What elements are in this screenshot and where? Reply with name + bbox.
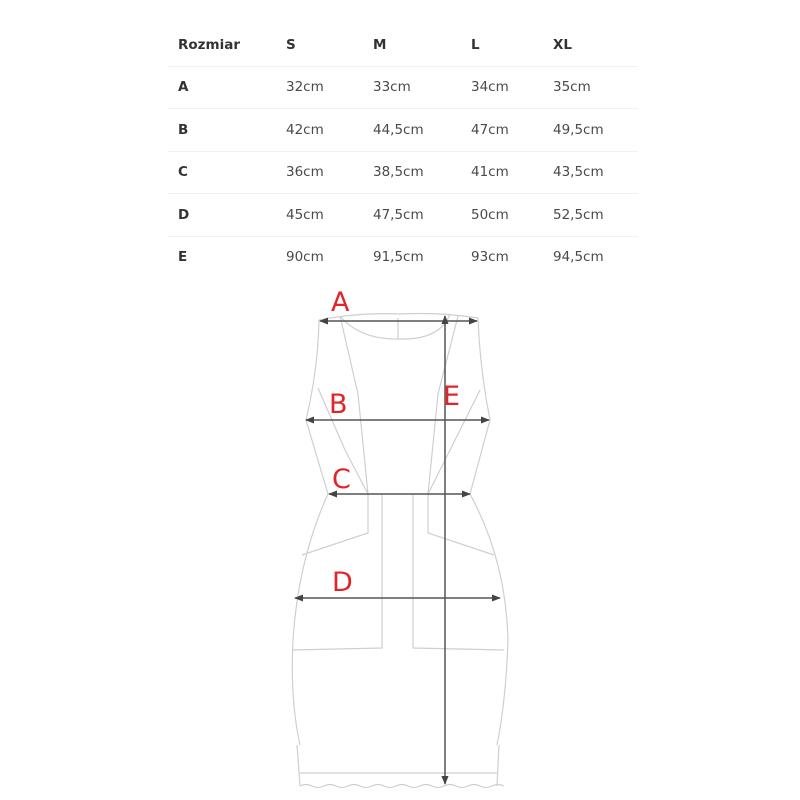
cell-value: 38,5cm xyxy=(363,151,461,194)
row-label: B xyxy=(168,109,276,152)
cell-value: 33cm xyxy=(363,66,461,109)
header-xl: XL xyxy=(543,24,638,66)
label-a: A xyxy=(331,287,350,318)
table-row xyxy=(168,66,638,109)
header-m: M xyxy=(363,24,461,66)
cell-value: 93cm xyxy=(471,249,509,266)
table-row xyxy=(168,109,638,152)
cell-value: 35cm xyxy=(543,66,638,109)
header-size: Rozmiar xyxy=(168,24,276,66)
size-chart-table xyxy=(168,24,638,278)
cell-value: 36cm xyxy=(276,151,363,194)
row-label: C xyxy=(168,151,276,194)
table-row xyxy=(168,194,638,237)
cell-value: 47,5cm xyxy=(363,194,461,237)
table-row xyxy=(168,151,638,194)
cell-value: 91,5cm xyxy=(373,249,424,266)
dress-outline xyxy=(292,314,508,788)
cell-value: 47cm xyxy=(461,109,543,152)
header-s: S xyxy=(276,24,363,66)
label-b: B xyxy=(329,389,348,420)
cell-value: 32cm xyxy=(276,66,363,109)
cell-value: 44,5cm xyxy=(363,109,461,152)
measurement-arrows xyxy=(295,316,500,784)
cell-value: 41cm xyxy=(461,151,543,194)
cell-value: 43,5cm xyxy=(543,151,638,194)
label-d: D xyxy=(332,567,353,598)
header-l: L xyxy=(461,24,543,66)
row-label: E xyxy=(178,249,188,266)
cell-value: 42cm xyxy=(276,109,363,152)
row-label: D xyxy=(168,194,276,237)
cell-value: 52,5cm xyxy=(543,194,638,237)
table-header-row xyxy=(168,24,638,66)
cell-value: 34cm xyxy=(461,66,543,109)
cell-value: 45cm xyxy=(276,194,363,237)
label-c: C xyxy=(332,464,351,495)
table-row xyxy=(168,236,638,278)
cell-value: 49,5cm xyxy=(543,109,638,152)
cell-value: 94,5cm xyxy=(553,249,604,266)
label-e: E xyxy=(443,381,461,412)
cell-value: 90cm xyxy=(286,249,324,266)
row-label: A xyxy=(168,66,276,109)
cell-value: 50cm xyxy=(461,194,543,237)
